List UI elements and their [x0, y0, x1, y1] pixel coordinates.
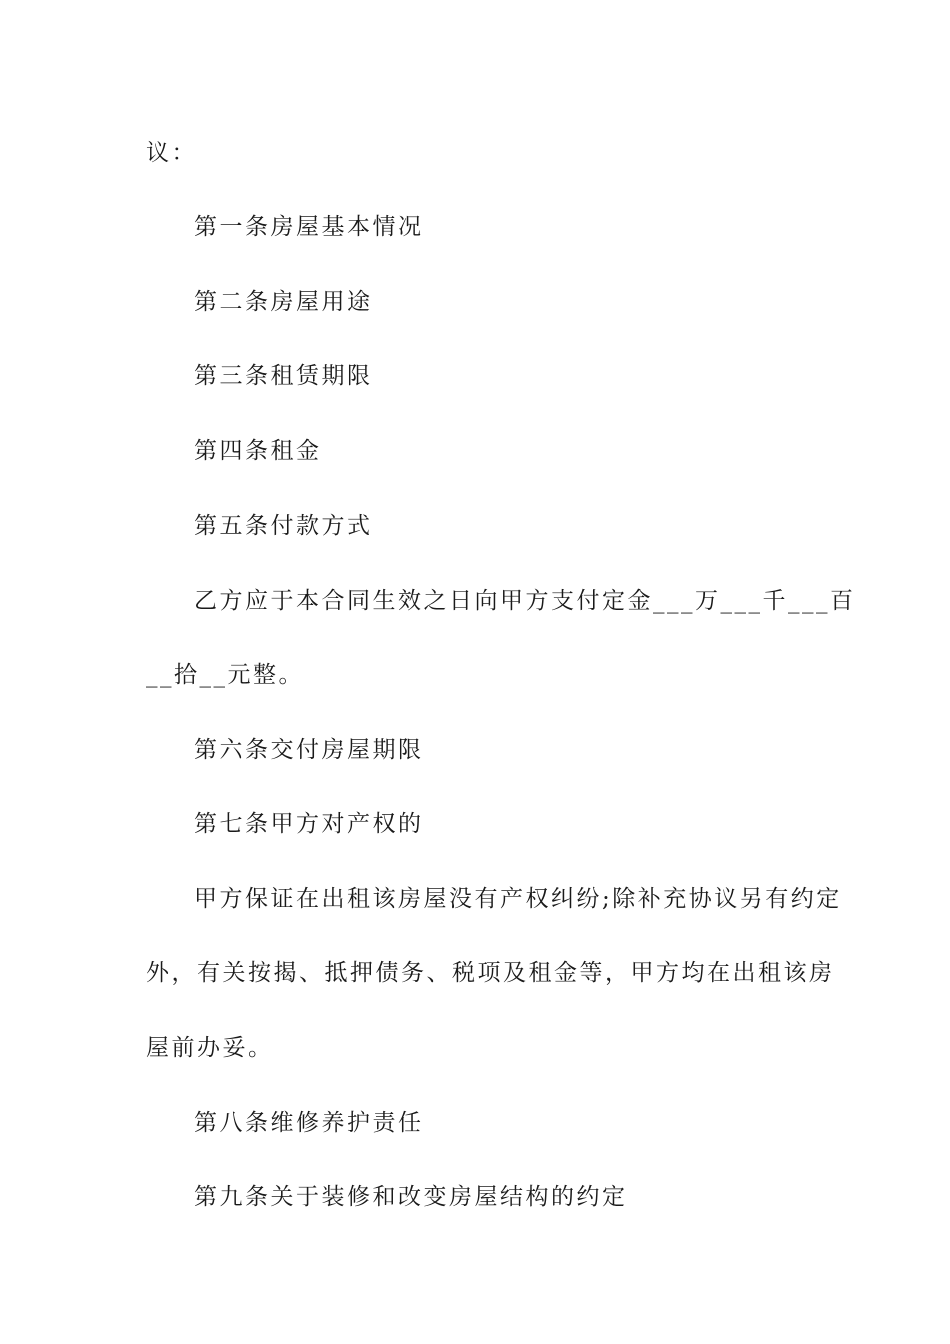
- article-heading: 第一条房屋基本情况: [194, 214, 424, 240]
- article-heading: 第四条租金: [194, 438, 322, 464]
- article-heading: 第三条租赁期限: [194, 363, 373, 389]
- article-heading: 第二条房屋用途: [194, 289, 373, 315]
- paragraph-line: 外，有关按揭、抵押债务、税项及租金等，甲方均在出租该房: [146, 960, 835, 986]
- paragraph-line: __拾__元整。: [146, 662, 304, 688]
- paragraph-line: 乙方应于本合同生效之日向甲方支付定金___万___千___百: [194, 588, 856, 614]
- paragraph-line: 屋前办妥。: [146, 1035, 274, 1061]
- article-heading: 第七条甲方对产权的: [194, 811, 424, 837]
- paragraph-line: 甲方保证在出租该房屋没有产权纠纷;除补充协议另有约定: [194, 886, 842, 912]
- article-heading: 第五条付款方式: [194, 513, 373, 539]
- article-heading: 第八条维修养护责任: [194, 1110, 424, 1136]
- article-heading: 第九条关于装修和改变房屋结构的约定: [194, 1184, 628, 1210]
- article-heading: 第六条交付房屋期限: [194, 737, 424, 763]
- text-line: 议：: [146, 140, 197, 166]
